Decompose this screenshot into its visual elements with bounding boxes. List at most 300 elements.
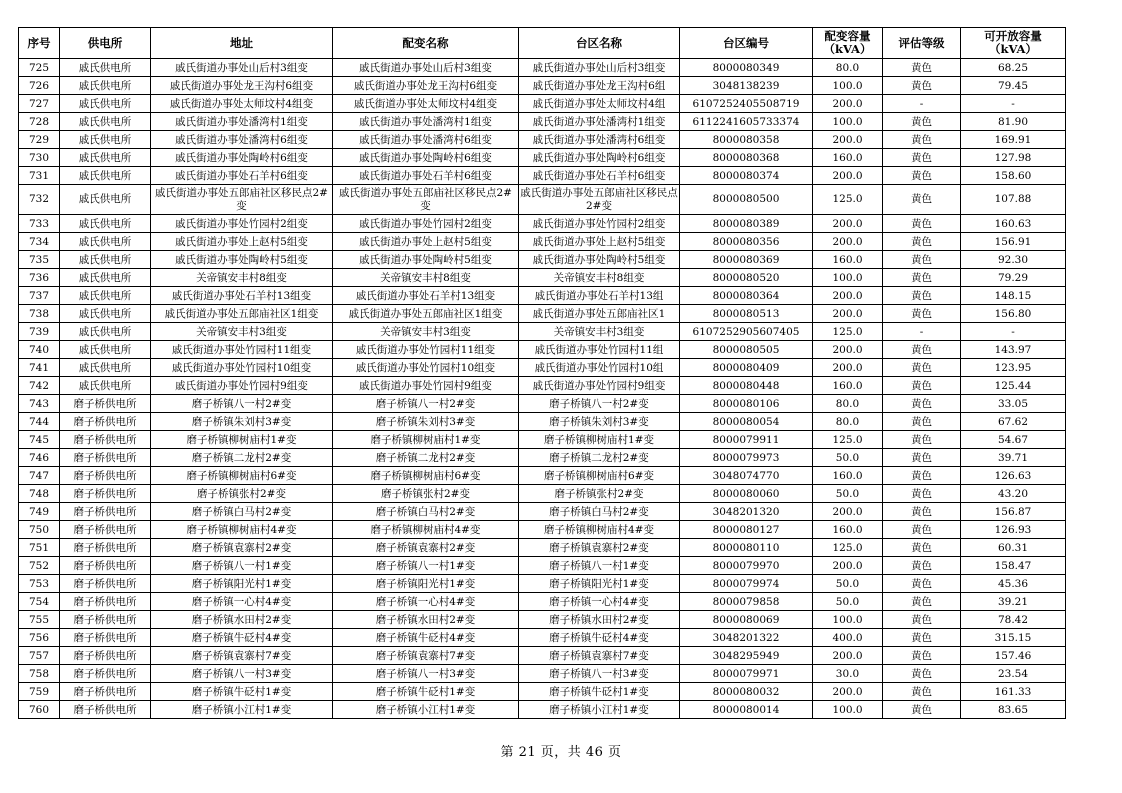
assessment-level-cell: - — [883, 95, 961, 113]
open-capacity-cell: 160.63 — [961, 215, 1066, 233]
area-name-cell: 戚氏街道办事处竹园村9组变 — [519, 377, 680, 395]
assessment-level-cell: 黄色 — [883, 665, 961, 683]
area-code-cell: 8000080369 — [680, 251, 813, 269]
transformer-name-cell: 关帝镇安丰村8组变 — [333, 269, 519, 287]
transformer-name-cell: 磨子桥镇牛砭村4#变 — [333, 629, 519, 647]
transformer-name-cell: 戚氏街道办事处陶岭村6组变 — [333, 149, 519, 167]
assessment-level-cell: 黄色 — [883, 185, 961, 215]
assessment-level-cell: 黄色 — [883, 575, 961, 593]
area-name-cell: 戚氏街道办事处山后村3组变 — [519, 59, 680, 77]
transformer-name-cell: 关帝镇安丰村3组变 — [333, 323, 519, 341]
transformer-capacity-cell: 200.0 — [813, 287, 883, 305]
area-name-cell: 磨子桥镇袁寨村7#变 — [519, 647, 680, 665]
area-code-cell: 8000079973 — [680, 449, 813, 467]
transformer-name-cell: 磨子桥镇一心村4#变 — [333, 593, 519, 611]
transformer-name-cell: 磨子桥镇柳树庙村1#变 — [333, 431, 519, 449]
address-cell: 磨子桥镇八一村2#变 — [151, 395, 333, 413]
transformer-name-cell: 戚氏街道办事处竹园村10组变 — [333, 359, 519, 377]
row-index-cell: 731 — [19, 167, 60, 185]
row-index-cell: 749 — [19, 503, 60, 521]
open-capacity-cell: 78.42 — [961, 611, 1066, 629]
open-capacity-cell: 143.97 — [961, 341, 1066, 359]
row-index-cell: 747 — [19, 467, 60, 485]
open-capacity-cell: 33.05 — [961, 395, 1066, 413]
supply-station-cell: 戚氏供电所 — [60, 131, 151, 149]
supply-station-cell: 磨子桥供电所 — [60, 449, 151, 467]
area-code-cell: 3048295949 — [680, 647, 813, 665]
assessment-level-cell: 黄色 — [883, 683, 961, 701]
open-capacity-cell: 156.87 — [961, 503, 1066, 521]
row-index-cell: 736 — [19, 269, 60, 287]
address-cell: 关帝镇安丰村3组变 — [151, 323, 333, 341]
transformer-name-cell: 磨子桥镇水田村2#变 — [333, 611, 519, 629]
supply-station-cell: 戚氏供电所 — [60, 305, 151, 323]
area-name-cell: 戚氏街道办事处竹园村10组 — [519, 359, 680, 377]
header-row — [19, 28, 1066, 59]
transformer-capacity-cell: 80.0 — [813, 413, 883, 431]
area-code-cell: 8000080014 — [680, 701, 813, 719]
assessment-level-cell: 黄色 — [883, 539, 961, 557]
row-index-cell: 726 — [19, 77, 60, 95]
address-cell: 戚氏街道办事处竹园村9组变 — [151, 377, 333, 395]
transformer-name-cell: 磨子桥镇二龙村2#变 — [333, 449, 519, 467]
row-index-cell: 753 — [19, 575, 60, 593]
table-row — [19, 575, 1066, 593]
transformer-capacity-cell: 100.0 — [813, 113, 883, 131]
transformer-name-cell: 磨子桥镇柳树庙村4#变 — [333, 521, 519, 539]
table-row — [19, 185, 1066, 215]
address-cell: 磨子桥镇柳树庙村6#变 — [151, 467, 333, 485]
page-number: 第 21 页，共 46 页 — [500, 745, 622, 760]
row-index-cell: 742 — [19, 377, 60, 395]
table-row — [19, 629, 1066, 647]
transformer-name-cell: 戚氏街道办事处五郎庙社区1组变 — [333, 305, 519, 323]
table-row — [19, 449, 1066, 467]
table-row — [19, 95, 1066, 113]
area-code-cell: 8000080060 — [680, 485, 813, 503]
open-capacity-cell: 161.33 — [961, 683, 1066, 701]
supply-station-cell: 磨子桥供电所 — [60, 701, 151, 719]
open-capacity-cell: 127.98 — [961, 149, 1066, 167]
address-cell: 戚氏街道办事处潘湾村6组变 — [151, 131, 333, 149]
open-capacity-cell: 92.30 — [961, 251, 1066, 269]
transformer-name-cell: 戚氏街道办事处竹园村11组变 — [333, 341, 519, 359]
row-index-cell: 727 — [19, 95, 60, 113]
area-code-cell: 6107252405508719 — [680, 95, 813, 113]
area-code-cell: 8000079974 — [680, 575, 813, 593]
row-index-cell: 733 — [19, 215, 60, 233]
area-name-cell: 磨子桥镇袁寨村2#变 — [519, 539, 680, 557]
transformer-name-cell: 戚氏街道办事处太师坟村4组变 — [333, 95, 519, 113]
transformer-name-cell: 戚氏街道办事处山后村3组变 — [333, 59, 519, 77]
transformer-name-cell: 戚氏街道办事处竹园村2组变 — [333, 215, 519, 233]
open-capacity-cell: 157.46 — [961, 647, 1066, 665]
assessment-level-cell: 黄色 — [883, 215, 961, 233]
supply-station-cell: 戚氏供电所 — [60, 215, 151, 233]
open-capacity-cell: 126.93 — [961, 521, 1066, 539]
area-code-cell: 8000080069 — [680, 611, 813, 629]
address-cell: 磨子桥镇二龙村2#变 — [151, 449, 333, 467]
transformer-capacity-cell: 100.0 — [813, 611, 883, 629]
address-cell: 戚氏街道办事处竹园村10组变 — [151, 359, 333, 377]
transformer-capacity-cell: 200.0 — [813, 95, 883, 113]
address-cell: 磨子桥镇柳树庙村4#变 — [151, 521, 333, 539]
row-index-cell: 741 — [19, 359, 60, 377]
open-capacity-cell: - — [961, 95, 1066, 113]
transformer-name-cell: 磨子桥镇白马村2#变 — [333, 503, 519, 521]
area-name-cell: 磨子桥镇一心村4#变 — [519, 593, 680, 611]
address-cell: 戚氏街道办事处山后村3组变 — [151, 59, 333, 77]
transformer-capacity-cell: 200.0 — [813, 215, 883, 233]
supply-station-cell: 戚氏供电所 — [60, 233, 151, 251]
transformer-capacity-cell: 50.0 — [813, 449, 883, 467]
supply-station-cell: 戚氏供电所 — [60, 149, 151, 167]
area-name-cell: 磨子桥镇柳树庙村1#变 — [519, 431, 680, 449]
transformer-name-cell: 戚氏街道办事处石羊村6组变 — [333, 167, 519, 185]
area-code-cell: 3048138239 — [680, 77, 813, 95]
open-capacity-cell: 126.63 — [961, 467, 1066, 485]
open-capacity-cell: - — [961, 323, 1066, 341]
area-code-cell: 8000080374 — [680, 167, 813, 185]
transformer-capacity-cell: 200.0 — [813, 503, 883, 521]
column-header: 供电所 — [60, 28, 151, 59]
area-code-cell: 8000080106 — [680, 395, 813, 413]
assessment-level-cell: 黄色 — [883, 377, 961, 395]
assessment-level-cell: 黄色 — [883, 611, 961, 629]
transformer-capacity-cell: 50.0 — [813, 593, 883, 611]
row-index-cell: 757 — [19, 647, 60, 665]
supply-station-cell: 戚氏供电所 — [60, 323, 151, 341]
transformer-name-cell: 戚氏街道办事处竹园村9组变 — [333, 377, 519, 395]
table-row — [19, 647, 1066, 665]
table-row — [19, 167, 1066, 185]
area-name-cell: 磨子桥镇八一村1#变 — [519, 557, 680, 575]
open-capacity-cell: 45.36 — [961, 575, 1066, 593]
open-capacity-cell: 23.54 — [961, 665, 1066, 683]
assessment-level-cell: 黄色 — [883, 503, 961, 521]
open-capacity-cell: 67.62 — [961, 413, 1066, 431]
transformer-name-cell: 戚氏街道办事处龙王沟村6组变 — [333, 77, 519, 95]
row-index-cell: 751 — [19, 539, 60, 557]
supply-station-cell: 磨子桥供电所 — [60, 413, 151, 431]
row-index-cell: 730 — [19, 149, 60, 167]
table-row — [19, 593, 1066, 611]
transformer-name-cell: 磨子桥镇八一村2#变 — [333, 395, 519, 413]
table-row — [19, 521, 1066, 539]
supply-station-cell: 磨子桥供电所 — [60, 647, 151, 665]
area-name-cell: 戚氏街道办事处五郎庙社区移民点2#变 — [519, 185, 680, 215]
row-index-cell: 746 — [19, 449, 60, 467]
column-header: 评估等级 — [883, 28, 961, 59]
transformer-name-cell: 戚氏街道办事处陶岭村5组变 — [333, 251, 519, 269]
transformer-capacity-cell: 80.0 — [813, 59, 883, 77]
area-name-cell: 磨子桥镇张村2#变 — [519, 485, 680, 503]
table-row — [19, 233, 1066, 251]
supply-station-cell: 磨子桥供电所 — [60, 467, 151, 485]
area-code-cell: 8000080389 — [680, 215, 813, 233]
area-name-cell: 磨子桥镇柳树庙村6#变 — [519, 467, 680, 485]
row-index-cell: 756 — [19, 629, 60, 647]
area-code-cell: 6107252905607405 — [680, 323, 813, 341]
address-cell: 戚氏街道办事处上赵村5组变 — [151, 233, 333, 251]
area-code-cell: 3048201322 — [680, 629, 813, 647]
table-row — [19, 377, 1066, 395]
transformer-capacity-cell: 160.0 — [813, 467, 883, 485]
assessment-level-cell: 黄色 — [883, 131, 961, 149]
row-index-cell: 758 — [19, 665, 60, 683]
supply-station-cell: 磨子桥供电所 — [60, 503, 151, 521]
table-row — [19, 467, 1066, 485]
transformer-capacity-cell: 125.0 — [813, 323, 883, 341]
address-cell: 磨子桥镇牛砭村4#变 — [151, 629, 333, 647]
transformer-capacity-cell: 160.0 — [813, 377, 883, 395]
table-row — [19, 269, 1066, 287]
address-cell: 磨子桥镇水田村2#变 — [151, 611, 333, 629]
area-name-cell: 戚氏街道办事处石羊村6组变 — [519, 167, 680, 185]
row-index-cell: 732 — [19, 185, 60, 215]
assessment-level-cell: 黄色 — [883, 359, 961, 377]
area-code-cell: 8000080127 — [680, 521, 813, 539]
address-cell: 戚氏街道办事处龙王沟村6组变 — [151, 77, 333, 95]
table-row — [19, 485, 1066, 503]
table-row — [19, 59, 1066, 77]
open-capacity-cell: 60.31 — [961, 539, 1066, 557]
area-name-cell: 戚氏街道办事处太师坟村4组 — [519, 95, 680, 113]
transformer-capacity-cell: 200.0 — [813, 167, 883, 185]
supply-station-cell: 磨子桥供电所 — [60, 611, 151, 629]
assessment-level-cell: 黄色 — [883, 557, 961, 575]
area-code-cell: 8000080500 — [680, 185, 813, 215]
area-code-cell: 8000080409 — [680, 359, 813, 377]
transformer-name-cell: 磨子桥镇阳光村1#变 — [333, 575, 519, 593]
assessment-level-cell: - — [883, 323, 961, 341]
open-capacity-cell: 54.67 — [961, 431, 1066, 449]
supply-station-cell: 磨子桥供电所 — [60, 593, 151, 611]
assessment-level-cell: 黄色 — [883, 629, 961, 647]
transformer-capacity-cell: 200.0 — [813, 683, 883, 701]
row-index-cell: 759 — [19, 683, 60, 701]
table-row — [19, 305, 1066, 323]
area-name-cell: 戚氏街道办事处陶岭村6组变 — [519, 149, 680, 167]
address-cell: 戚氏街道办事处石羊村13组变 — [151, 287, 333, 305]
table-row — [19, 665, 1066, 683]
open-capacity-cell: 43.20 — [961, 485, 1066, 503]
table-row — [19, 287, 1066, 305]
assessment-level-cell: 黄色 — [883, 413, 961, 431]
row-index-cell: 739 — [19, 323, 60, 341]
assessment-level-cell: 黄色 — [883, 521, 961, 539]
transformer-name-cell: 磨子桥镇柳树庙村6#变 — [333, 467, 519, 485]
assessment-level-cell: 黄色 — [883, 77, 961, 95]
open-capacity-cell: 39.21 — [961, 593, 1066, 611]
transformer-capacity-cell: 200.0 — [813, 305, 883, 323]
column-header: 序号 — [19, 28, 60, 59]
address-cell: 戚氏街道办事处太师坟村4组变 — [151, 95, 333, 113]
open-capacity-cell: 68.25 — [961, 59, 1066, 77]
table-row — [19, 701, 1066, 719]
supply-station-cell: 磨子桥供电所 — [60, 521, 151, 539]
table-row — [19, 341, 1066, 359]
supply-station-cell: 磨子桥供电所 — [60, 665, 151, 683]
assessment-level-cell: 黄色 — [883, 251, 961, 269]
transformer-name-cell: 戚氏街道办事处潘湾村1组变 — [333, 113, 519, 131]
row-index-cell: 748 — [19, 485, 60, 503]
area-code-cell: 8000080358 — [680, 131, 813, 149]
assessment-level-cell: 黄色 — [883, 113, 961, 131]
supply-station-cell: 磨子桥供电所 — [60, 557, 151, 575]
transformer-capacity-cell: 160.0 — [813, 149, 883, 167]
area-name-cell: 戚氏街道办事处龙王沟村6组 — [519, 77, 680, 95]
address-cell: 磨子桥镇袁寨村7#变 — [151, 647, 333, 665]
address-cell: 戚氏街道办事处竹园村11组变 — [151, 341, 333, 359]
assessment-level-cell: 黄色 — [883, 233, 961, 251]
assessment-level-cell: 黄色 — [883, 305, 961, 323]
assessment-level-cell: 黄色 — [883, 59, 961, 77]
open-capacity-cell: 107.88 — [961, 185, 1066, 215]
supply-station-cell: 戚氏供电所 — [60, 185, 151, 215]
table-header — [19, 28, 1066, 59]
supply-station-cell: 戚氏供电所 — [60, 251, 151, 269]
table-row — [19, 557, 1066, 575]
assessment-level-cell: 黄色 — [883, 647, 961, 665]
transformer-capacity-cell: 125.0 — [813, 185, 883, 215]
address-cell: 磨子桥镇朱刘村3#变 — [151, 413, 333, 431]
area-name-cell: 戚氏街道办事处陶岭村5组变 — [519, 251, 680, 269]
table-row — [19, 503, 1066, 521]
row-index-cell: 725 — [19, 59, 60, 77]
address-cell: 磨子桥镇八一村3#变 — [151, 665, 333, 683]
supply-station-cell: 磨子桥供电所 — [60, 431, 151, 449]
area-code-cell: 8000080054 — [680, 413, 813, 431]
transformer-name-cell: 磨子桥镇牛砭村1#变 — [333, 683, 519, 701]
supply-station-cell: 戚氏供电所 — [60, 377, 151, 395]
area-name-cell: 戚氏街道办事处潘湾村6组变 — [519, 131, 680, 149]
row-index-cell: 752 — [19, 557, 60, 575]
address-cell: 磨子桥镇小江村1#变 — [151, 701, 333, 719]
transformer-capacity-cell: 100.0 — [813, 701, 883, 719]
open-capacity-cell: 39.71 — [961, 449, 1066, 467]
address-cell: 戚氏街道办事处五郎庙社区1组变 — [151, 305, 333, 323]
transformer-name-cell: 戚氏街道办事处上赵村5组变 — [333, 233, 519, 251]
address-cell: 磨子桥镇阳光村1#变 — [151, 575, 333, 593]
supply-station-cell: 戚氏供电所 — [60, 341, 151, 359]
transformer-name-cell: 磨子桥镇八一村1#变 — [333, 557, 519, 575]
open-capacity-cell: 79.45 — [961, 77, 1066, 95]
address-cell: 戚氏街道办事处石羊村6组变 — [151, 167, 333, 185]
area-code-cell: 3048201320 — [680, 503, 813, 521]
area-code-cell: 6112241605733374 — [680, 113, 813, 131]
supply-station-cell: 磨子桥供电所 — [60, 683, 151, 701]
supply-station-cell: 戚氏供电所 — [60, 77, 151, 95]
area-name-cell: 磨子桥镇小江村1#变 — [519, 701, 680, 719]
open-capacity-cell: 158.47 — [961, 557, 1066, 575]
assessment-level-cell: 黄色 — [883, 593, 961, 611]
row-index-cell: 729 — [19, 131, 60, 149]
assessment-level-cell: 黄色 — [883, 431, 961, 449]
transformer-name-cell: 磨子桥镇袁寨村7#变 — [333, 647, 519, 665]
supply-station-cell: 戚氏供电所 — [60, 359, 151, 377]
area-name-cell: 磨子桥镇白马村2#变 — [519, 503, 680, 521]
transformer-capacity-cell: 200.0 — [813, 557, 883, 575]
row-index-cell: 728 — [19, 113, 60, 131]
column-header: 配变名称 — [333, 28, 519, 59]
row-index-cell: 737 — [19, 287, 60, 305]
address-cell: 戚氏街道办事处陶岭村6组变 — [151, 149, 333, 167]
row-index-cell: 760 — [19, 701, 60, 719]
area-name-cell: 磨子桥镇八一村3#变 — [519, 665, 680, 683]
supply-station-cell: 磨子桥供电所 — [60, 539, 151, 557]
row-index-cell: 735 — [19, 251, 60, 269]
transformer-name-cell: 戚氏街道办事处五郎庙社区移民点2#变 — [333, 185, 519, 215]
area-name-cell: 戚氏街道办事处五郎庙社区1 — [519, 305, 680, 323]
area-name-cell: 戚氏街道办事处竹园村11组 — [519, 341, 680, 359]
open-capacity-cell: 123.95 — [961, 359, 1066, 377]
transformer-name-cell: 戚氏街道办事处潘湾村6组变 — [333, 131, 519, 149]
assessment-level-cell: 黄色 — [883, 167, 961, 185]
row-index-cell: 738 — [19, 305, 60, 323]
area-code-cell: 8000080505 — [680, 341, 813, 359]
area-name-cell: 戚氏街道办事处石羊村13组 — [519, 287, 680, 305]
column-header: 配变容量 （kVA） — [813, 28, 883, 59]
area-code-cell: 8000080368 — [680, 149, 813, 167]
table-row — [19, 413, 1066, 431]
area-name-cell: 磨子桥镇阳光村1#变 — [519, 575, 680, 593]
table-row — [19, 113, 1066, 131]
transformer-capacity-cell: 50.0 — [813, 485, 883, 503]
area-name-cell: 关帝镇安丰村8组变 — [519, 269, 680, 287]
area-name-cell: 戚氏街道办事处竹园村2组变 — [519, 215, 680, 233]
transformer-capacity-cell: 400.0 — [813, 629, 883, 647]
area-code-cell: 8000080513 — [680, 305, 813, 323]
open-capacity-cell: 169.91 — [961, 131, 1066, 149]
area-name-cell: 磨子桥镇二龙村2#变 — [519, 449, 680, 467]
area-name-cell: 磨子桥镇牛砭村1#变 — [519, 683, 680, 701]
transformer-capacity-cell: 30.0 — [813, 665, 883, 683]
assessment-level-cell: 黄色 — [883, 395, 961, 413]
supply-station-cell: 戚氏供电所 — [60, 59, 151, 77]
transformer-name-cell: 磨子桥镇朱刘村3#变 — [333, 413, 519, 431]
open-capacity-cell: 148.15 — [961, 287, 1066, 305]
area-name-cell: 戚氏街道办事处上赵村5组变 — [519, 233, 680, 251]
open-capacity-cell: 79.29 — [961, 269, 1066, 287]
area-code-cell: 3048074770 — [680, 467, 813, 485]
table-row — [19, 539, 1066, 557]
open-capacity-cell: 315.15 — [961, 629, 1066, 647]
assessment-level-cell: 黄色 — [883, 449, 961, 467]
area-name-cell: 磨子桥镇牛砭村4#变 — [519, 629, 680, 647]
area-code-cell: 8000079970 — [680, 557, 813, 575]
row-index-cell: 755 — [19, 611, 60, 629]
area-name-cell: 磨子桥镇水田村2#变 — [519, 611, 680, 629]
table-row — [19, 215, 1066, 233]
address-cell: 戚氏街道办事处陶岭村5组变 — [151, 251, 333, 269]
transformer-capacity-cell: 125.0 — [813, 539, 883, 557]
transformer-name-cell: 磨子桥镇张村2#变 — [333, 485, 519, 503]
transformer-capacity-cell: 160.0 — [813, 251, 883, 269]
area-name-cell: 磨子桥镇八一村2#变 — [519, 395, 680, 413]
table-row — [19, 683, 1066, 701]
table-row — [19, 323, 1066, 341]
assessment-level-cell: 黄色 — [883, 701, 961, 719]
transformer-capacity-cell: 200.0 — [813, 341, 883, 359]
address-cell: 关帝镇安丰村8组变 — [151, 269, 333, 287]
area-code-cell: 8000080110 — [680, 539, 813, 557]
supply-station-cell: 磨子桥供电所 — [60, 575, 151, 593]
column-header: 可开放容量 （kVA） — [961, 28, 1066, 59]
address-cell: 磨子桥镇一心村4#变 — [151, 593, 333, 611]
supply-station-cell: 戚氏供电所 — [60, 287, 151, 305]
area-name-cell: 戚氏街道办事处潘湾村1组变 — [519, 113, 680, 131]
